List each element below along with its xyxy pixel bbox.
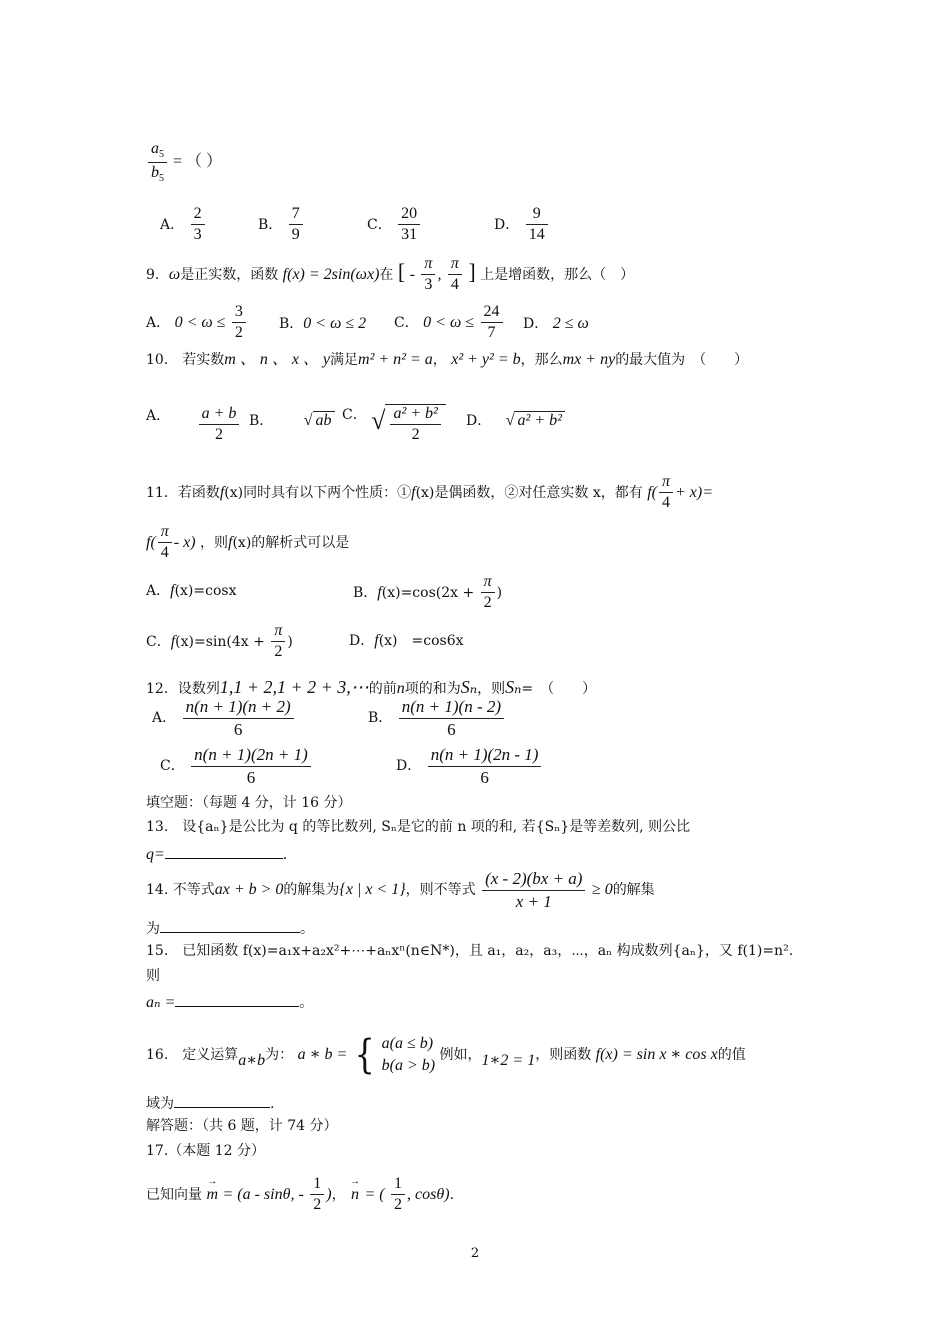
q11-stem-line2: f( $\frac{\pi}{4}$ - x) ，则f(x)的解析式可以是: [146, 523, 350, 562]
q16-stem: 16. 定义运算a∗b为： a ∗ b = { a(a ≤ b) b(a > b) 例如，1∗2 = 1，则函数 f(x) = sin x ∗ cos x的值: [146, 1032, 746, 1078]
q13-answer-blank[interactable]: [165, 843, 283, 859]
page-number: 2: [470, 1246, 480, 1261]
answer-section-header: 解答题：（共 6 题，计 74 分）: [146, 1118, 338, 1134]
q9-option-c[interactable]: C． 0 < ω ≤ $\frac{24}{7}$: [394, 303, 505, 343]
q11-option-b[interactable]: B．f(x)=cos(2x + $\frac{\pi}{2}$ ): [353, 573, 503, 612]
q15-answer-blank[interactable]: [175, 991, 299, 1007]
q12-option-b[interactable]: B． $\frac{n(n + 1)(n - 2)}{6}$: [368, 697, 506, 739]
q13-answer-line: q= .: [146, 843, 287, 865]
q10-stem: 10． 若实数m 、 n 、 x 、 y满足m² + n² = a， x² + y² = b，那么mx + ny的最大值为 （ ）: [146, 351, 749, 368]
q17-stem: 已知向量 → m = (a - sinθ, - $\frac{1}{2}$ )， → n = ( $\frac{1}{2}$ , cosθ).: [146, 1175, 455, 1214]
q16-answer-blank[interactable]: [174, 1092, 270, 1108]
q12-option-c[interactable]: C． $\frac{n(n + 1)(2n + 1)}{6}$: [160, 745, 313, 787]
q8-option-a[interactable]: A． $\frac{2}{3}$: [160, 205, 207, 245]
q14-answer-blank[interactable]: [160, 917, 300, 933]
q9-option-b[interactable]: B．0 < ω ≤ 2: [279, 315, 367, 332]
q10-option-a[interactable]: A． $\frac{a + b}{2}$: [146, 405, 241, 445]
q9-stem: 9．ω是正实数，函数 f(x) = 2sin(ωx)在 [ - $\frac{\pi}{3}$ , $\frac{\pi}{4}$ ] 上是增函数，那么（ ）: [146, 255, 635, 294]
q8-answer-paren: = （ ）: [173, 152, 223, 170]
q8-option-d[interactable]: D． $\frac{9}{14}$: [494, 205, 550, 245]
q10-option-d[interactable]: D． √ a² + b²: [466, 410, 565, 430]
q8-option-b[interactable]: B． $\frac{7}{9}$: [258, 205, 305, 245]
fill-in-section-header: 填空题：（每题 4 分，计 16 分）: [146, 795, 352, 811]
q12-option-a[interactable]: A． $\frac{n(n + 1)(n + 2)}{6}$: [152, 697, 296, 739]
q12-option-d[interactable]: D． $\frac{n(n + 1)(2n - 1)}{6}$: [396, 745, 543, 787]
q17-title: 17.（本题 12 分）: [146, 1143, 265, 1159]
q14-stem: 14. 不等式ax + b > 0的解集为{x | x < 1}，则不等式 $\frac{(x - 2)(bx + a)}{x + 1}$ ≥ 0的解集: [146, 869, 655, 911]
q9-option-a[interactable]: A． 0 < ω ≤ $\frac{3}{2}$: [146, 303, 248, 343]
q8-ratio-fraction: $\frac{a_5}{b_5}$: [148, 140, 167, 184]
q11-stem-line1: 11．若函数f(x)同时具有以下两个性质：①f(x)是偶函数，②对任意实数 x，都有 f( $\frac{\pi}{4}$ + x)=: [146, 473, 714, 512]
q16-case-brace: {: [354, 1032, 375, 1078]
q12-stem: 12．设数列1,1 + 2,1 + 2 + 3,⋯的前n项的和为Sₙ，则Sₙ= （ ）: [146, 677, 597, 697]
q10-option-b[interactable]: B． √ ab: [249, 410, 335, 430]
q13-stem: 13. 设{aₙ}是公比为 q 的等比数列, Sₙ是它的前 n 项的和, 若{Sₙ}是等差数列, 则公比: [146, 819, 691, 835]
q15-answer-line: aₙ = 。: [146, 991, 313, 1013]
q16-answer-line: 域为 .: [146, 1092, 274, 1114]
q9-option-d[interactable]: D． 2 ≤ ω: [523, 315, 589, 332]
q15-stem-cont: 则: [146, 968, 160, 984]
q15-stem: 15. 已知函数 f(x)=a₁x+a₂x²+⋯+aₙxⁿ(n∈N*)，且 a₁，a₂，a₃，⋯，aₙ 构成数列{aₙ}，又 f(1)=n².: [146, 943, 794, 959]
q16-cases: a(a ≤ b) b(a > b): [381, 1035, 436, 1074]
q11-option-a[interactable]: A．f(x)=cosx: [146, 582, 237, 599]
q8-lead: [146, 140, 222, 184]
q10-option-c[interactable]: C． √ $\frac{\text{a² + b²}}{2}$: [342, 404, 446, 445]
q14-answer-line: 为 。: [146, 917, 314, 939]
q11-option-d[interactable]: D．f(x) =cos6x: [349, 632, 464, 649]
q8-option-c[interactable]: C． $\frac{20}{31}$: [367, 205, 422, 245]
q11-option-c[interactable]: C．f(x)=sin(4x + $\frac{\pi}{2}$ ): [146, 622, 293, 661]
